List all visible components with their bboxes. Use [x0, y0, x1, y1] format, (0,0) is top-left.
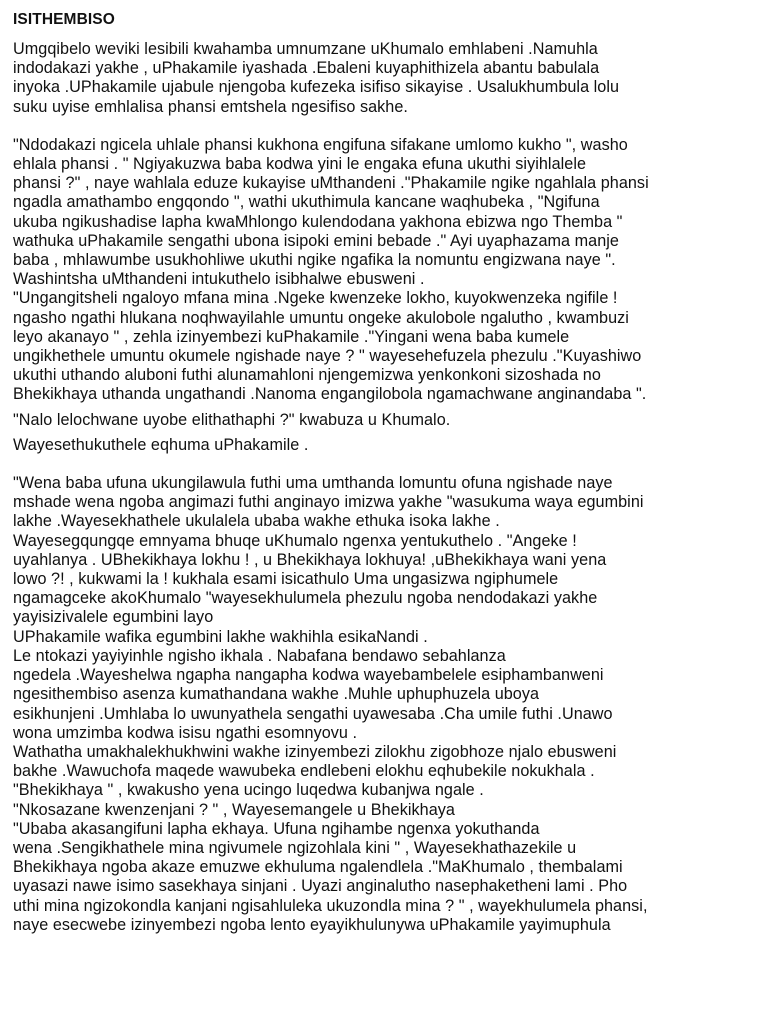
- text-line: "Ungangitsheli ngaloyo mfana mina .Ngeke kwenzeke lokho, kuyokwenzeka ngifile !: [13, 289, 618, 308]
- text-line: uthi mina ngizokondla kanjani ngisahluleka ukuzondla mina ? " , wayekhulumela phansi,: [13, 896, 648, 915]
- text-line: Wayesegqungqe emnyama bhuqe uKhumalo ngenxa yentukuthelo . "Angeke !: [13, 531, 577, 550]
- text-line: ngesithembiso asenza kumathandana wakhe .Muhle uphuphuzela uboya: [13, 685, 540, 704]
- text-line: "Ndodakazi ngicela uhlale phansi kukhona engifuna sifakane umlomo kukho ", washo: [13, 135, 628, 154]
- text-line: Wathatha umakhalekhukhwini wakhe izinyembezi zilokhu zigobhoze njalo ebusweni: [13, 742, 617, 761]
- text-line: "Bhekikhaya " , kwakusho yena ucingo luqedwa kubanjwa ngale .: [13, 781, 484, 800]
- text-line: ngedela .Wayeshelwa ngapha nangapha kodwa wayebambelele esiphambanweni: [13, 666, 604, 685]
- text-line: wena .Sengikhathele mina ngivumele ngizohlala kini " , Wayesekhathazekile u: [13, 838, 577, 857]
- text-line: Wayesethukuthele eqhuma uPhakamile .: [13, 435, 309, 454]
- text-line: "Ubaba akasangifuni lapha ekhaya. Ufuna ngihambe ngenxa yokuthanda: [13, 819, 540, 838]
- text-line: Le ntokazi yayiyinhle ngisho ikhala . Nabafana bendawo sebahlanza: [13, 646, 506, 665]
- text-line: leyo akanayo " , zehla izinyembezi kuPhakamile ."Yingani wena baba kumele: [13, 327, 570, 346]
- text-line: wathuka uPhakamile sengathi ubona isipoki emini bebade ." Ayi uyaphazama manje: [13, 231, 619, 250]
- text-line: naye esecwebe izinyembezi ngoba lento eyayikhulunywa uPhakamile yayimuphula: [13, 915, 611, 934]
- text-line: Washintsha uMthandeni intukuthelo isibhalwe ebusweni .: [13, 270, 425, 289]
- paragraph-3: [13, 474, 758, 935]
- document-title: ISITHEMBISO: [13, 11, 115, 28]
- text-line: ngasho ngathi hlukana noqhwayilahle umuntu ongeke akulobole ngalutho , kwambuzi: [13, 308, 629, 327]
- text-line: "Wena baba ufuna ukungilawula futhi uma umthanda lomuntu ofuna ngishade naye: [13, 474, 613, 493]
- text-line: ungikhethele umuntu okumele ngishade naye ? " wayesehefuzela phezulu ."Kuyashiwo: [13, 347, 642, 366]
- text-line: bakhe .Wawuchofa maqede wawubeka endlebeni elokhu eqhubekile nokukhala .: [13, 762, 595, 781]
- text-line: ukuba ngikushadise lapha kwaMhlongo kulendodana yakhona ebizwa ngo Themba ": [13, 212, 623, 231]
- text-line: "Nkosazane kwenzenjani ? " , Wayesemangele u Bhekikhaya: [13, 800, 455, 819]
- text-line: baba , mhlawumbe usukhohliwe ukuthi ngike ngafika la nomuntu engizwana naye ".: [13, 251, 616, 270]
- text-line: lowo ?! , kukwami la ! kukhala esami isicathulo Uma ungasizwa ngiphumele: [13, 570, 559, 589]
- text-line: "Nalo lelochwane uyobe elithathaphi ?" kwabuza u Khumalo.: [13, 410, 451, 429]
- text-line: Umgqibelo weviki lesibili kwahamba umnumzane uKhumalo emhlabeni .Namuhla: [13, 40, 598, 58]
- text-line: ukuthi uthando aluboni futhi alunamahloni njengemizwa yenkonkoni sizoshada no: [13, 366, 601, 385]
- text-line: phansi ?" , naye wahlala eduze kukayise uMthandeni ."Phakamile ngike ngahlala phansi: [13, 174, 649, 193]
- text-line: inyoka .UPhakamile ujabule njengoba kufezeka isifiso sikayise . Usalukhumbula lolu: [13, 78, 620, 97]
- text-line: ngamagceke akoKhumalo "wayesekhulumela phezulu ngoba nendodakazi yakhe: [13, 589, 598, 608]
- text-line: mshade wena ngoba angimazi futhi anginayo imizwa yakhe "wasukuma waya egumbini: [13, 493, 644, 512]
- paragraph-1: [13, 40, 758, 117]
- text-line: UPhakamile wafika egumbini lakhe wakhihla esikaNandi .: [13, 627, 428, 646]
- text-line: Bhekikhaya ngoba akaze emuzwe ekhuluma ngalendlela ."MaKhumalo , thembalami: [13, 858, 623, 877]
- text-line: suku uyise emhlalisa phansi emtshela ngesifiso sakhe.: [13, 97, 408, 116]
- text-line: esikhunjeni .Umhlaba lo uwunyathela sengathi uyawesaba .Cha umile futhi .Unawo: [13, 704, 613, 723]
- paragraph-gap: [13, 455, 758, 474]
- text-line: wona umzimba kodwa isisu ngathi esomnyovu .: [13, 723, 358, 742]
- text-line: ngadla amathambo engqondo ", wathi ukuthimula kancane waqhubeka , "Ngifuna: [13, 193, 600, 212]
- text-line: uyahlanya . UBhekikhaya lokhu ! , u Bhekikhaya lokhuya! ,uBhekikhaya wani yena: [13, 550, 607, 569]
- text-line: lakhe .Wayesekhathele ukulalela ubaba wakhe ethuka isoka lakhe .: [13, 512, 500, 531]
- paragraph-gap: [13, 117, 758, 136]
- text-line: ehlala phansi . " Ngiyakuzwa baba kodwa yini le engaka efuna ukuthi siyihlalele: [13, 155, 587, 174]
- paragraph-2: [13, 136, 758, 455]
- text-line: Bhekikhaya uthanda ungathandi .Nanoma engangilobola ngamachwane anginandaba ".: [13, 385, 647, 404]
- text-line: yayisizivalele egumbini layo: [13, 608, 214, 627]
- text-line: indodakazi yakhe , uPhakamile iyashada .Ebaleni kuyaphithizela abantu babulala: [13, 59, 600, 78]
- text-line: uyasazi nawe isimo sasekhaya sinjani . Uyazi anginalutho nasephaketheni lami . Pho: [13, 877, 628, 896]
